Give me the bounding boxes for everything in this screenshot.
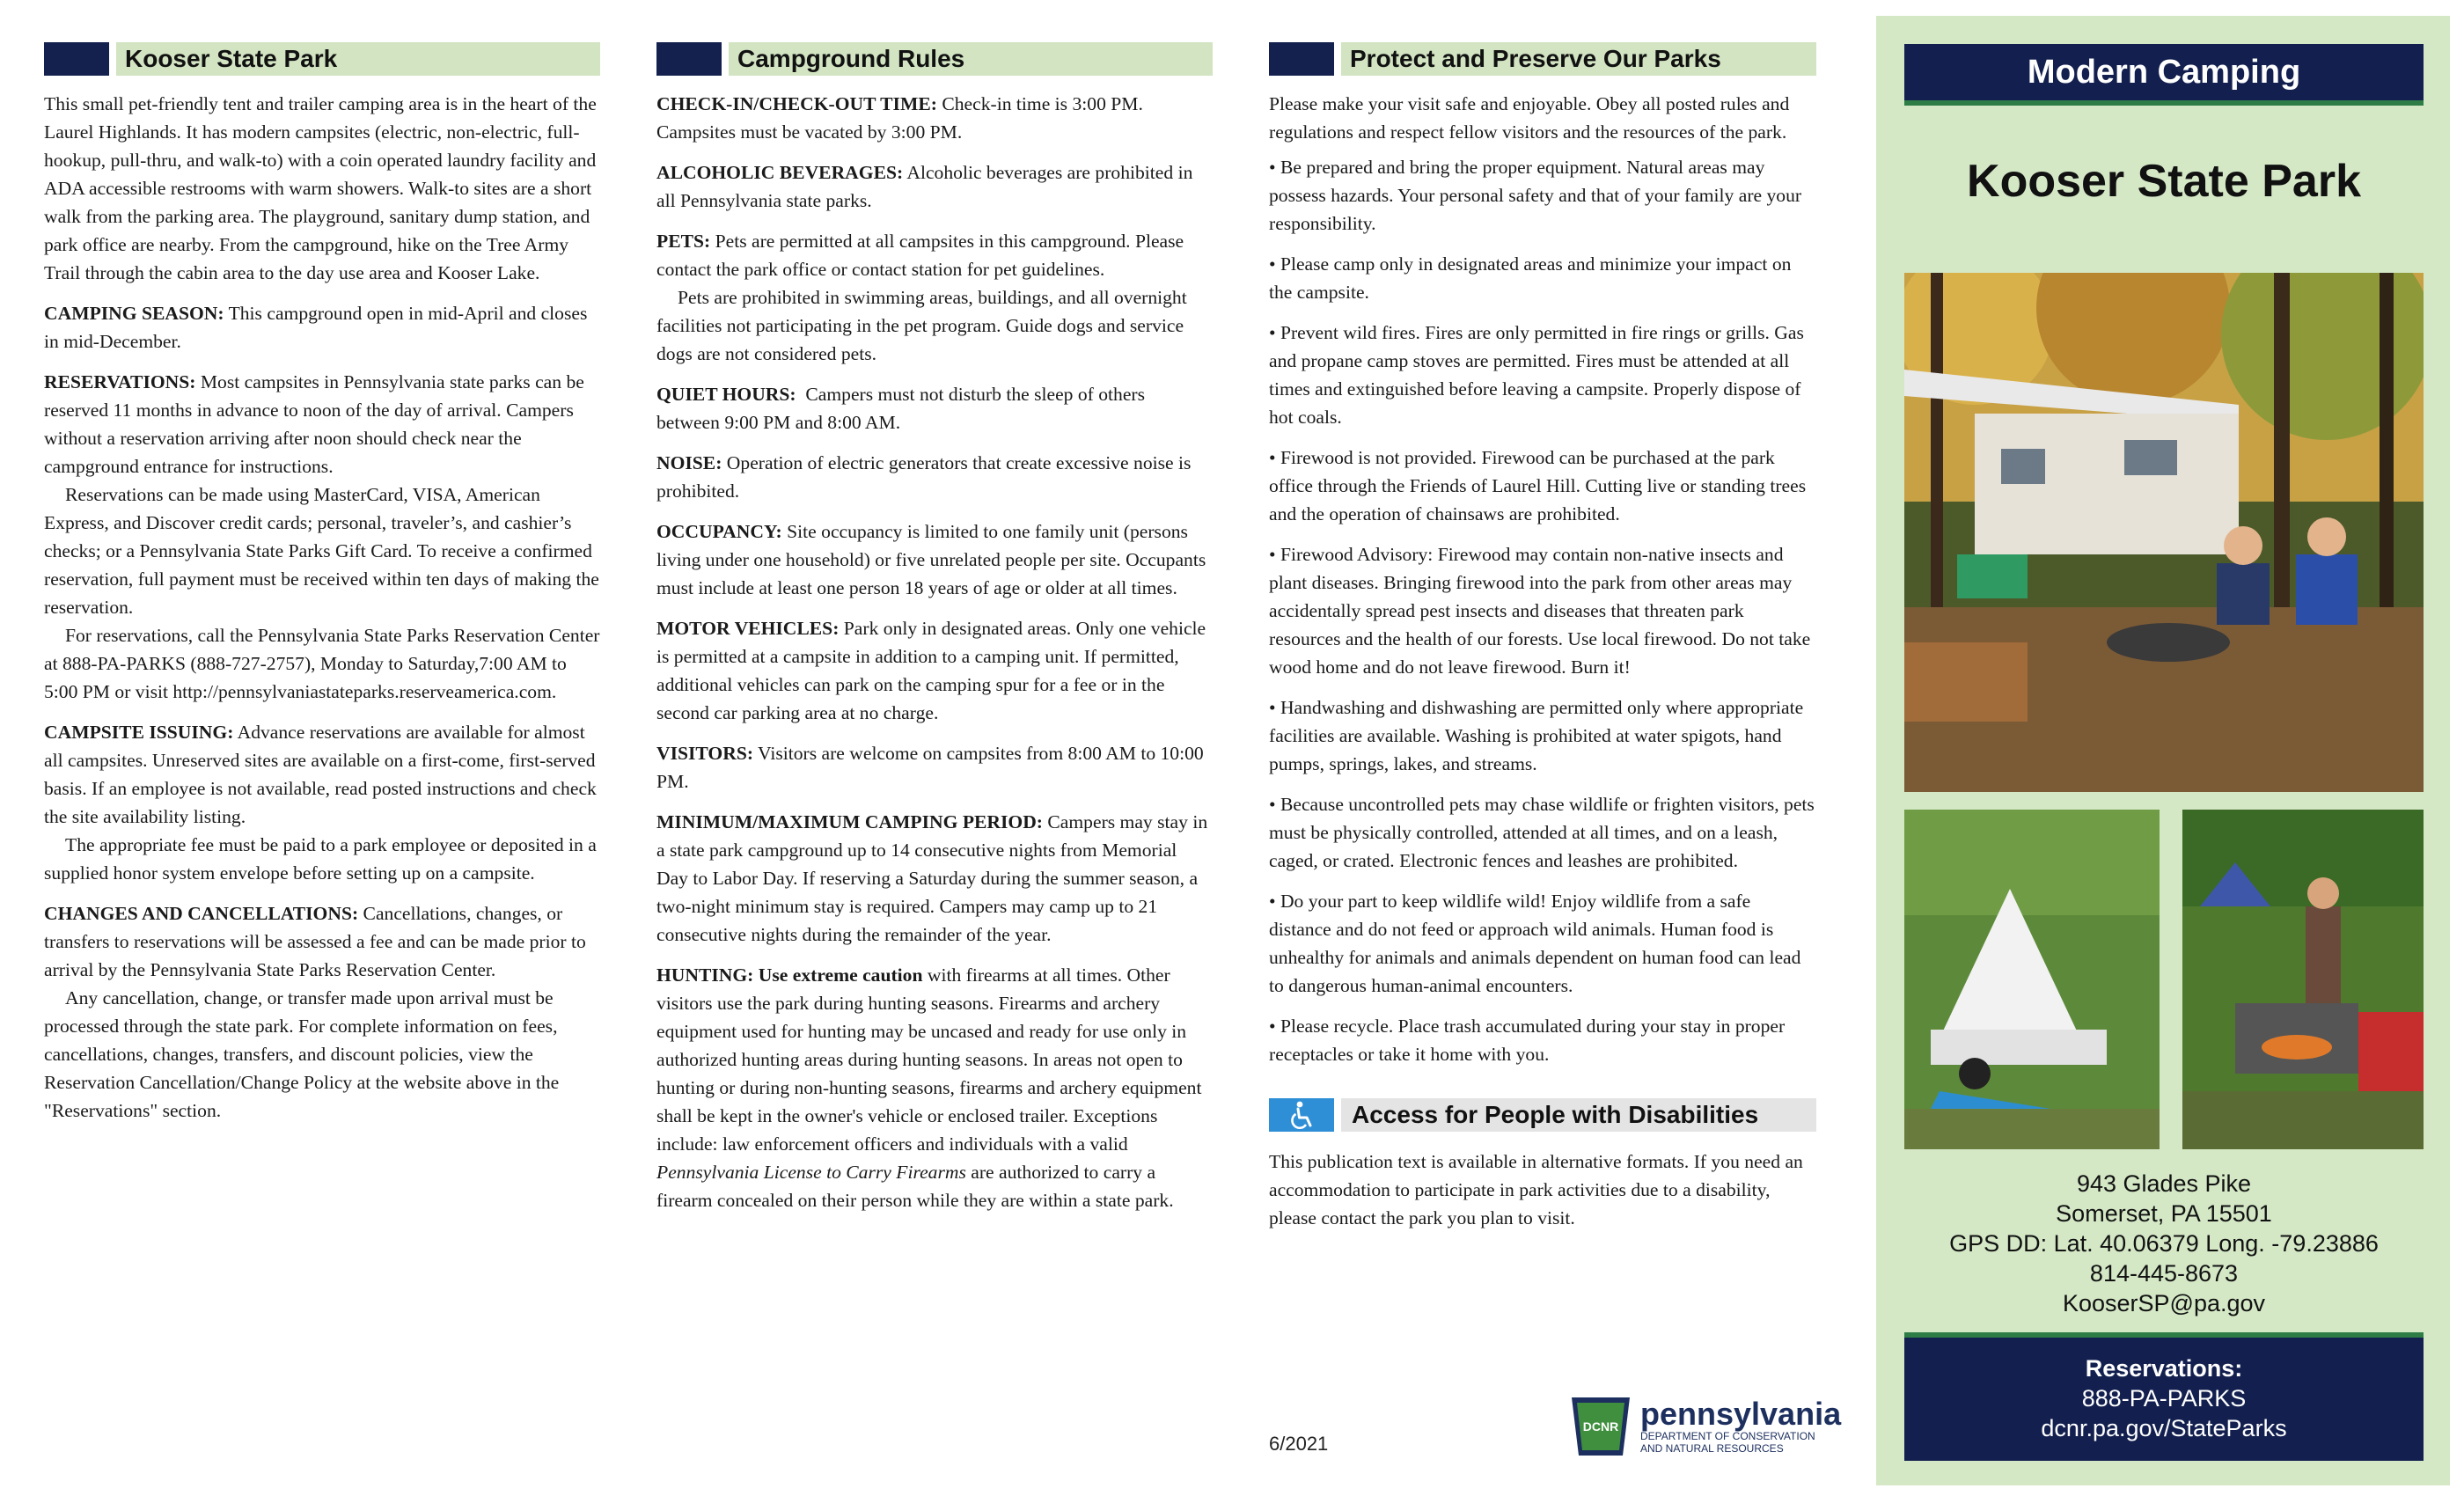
pets-paragraph: [656, 227, 1213, 283]
visitors-label: VISITORS:: [656, 743, 754, 764]
reservations-payment-paragraph: Reservations can be made using MasterCard, VISA, American Express, and Discover credit cards; personal, traveler’s, and cashier’s checks; or a Pennsylvania State Parks Gift Card. To receive a confirmed reservation, full payment must be received within ten days of making the reservation.: [44, 484, 599, 618]
wheelchair-icon: [1269, 1098, 1334, 1132]
publication-date: 6/2021: [1269, 1433, 1329, 1455]
changes-text: Cancellations, changes, or transfers to reservations will be assessed a fee and can be made prior to arrival by the Pennsylvania State Parks Reservation Center.: [44, 903, 586, 980]
protect-intro: Please make your visit safe and enjoyable. Obey all posted rules and regulations and respect fellow visitors and the resources of the park.: [1269, 93, 1790, 143]
intro-paragraph: This small pet-friendly tent and trailer camping area is in the heart of the Laurel Highlands. It has modern campsites (electric, non-electric, full-hookup, pull-thru, and walk-to) with a coin operated laundry facility and ADA accessible restrooms with warm showers. Walk-to sites are a short walk from the parking area. The playground, sanitary dump station, and park office are nearby. From the campground, hike on the Tree Army Trail through the cabin area to the day use area and Kooser Lake.: [44, 93, 597, 283]
section-header-access: [1269, 1098, 1816, 1132]
visitors-paragraph: [656, 739, 1213, 796]
bullet-item: • Please camp only in designated areas and minimize your impact on the campsite.: [1269, 253, 1792, 303]
section-title: Campground Rules: [737, 45, 965, 72]
city-line: Somerset, PA 15501: [2056, 1200, 2272, 1227]
motor-vehicles-paragraph: [656, 614, 1213, 727]
section-title: Kooser State Park: [125, 45, 338, 72]
logo-dept-line: AND NATURAL RESOURCES: [1640, 1442, 1784, 1455]
campsite-fee-paragraph: The appropriate fee must be paid to a park employee or deposited in a supplied honor system envelope before setting up on a campsite.: [44, 834, 597, 884]
bullet-item: • Be prepared and bring the proper equipment. Natural areas may possess hazards. Your personal safety and that of your family are your responsibility.: [1269, 157, 1802, 234]
cover-panel: [1876, 16, 2450, 1485]
camping-period-paragraph: [656, 808, 1213, 949]
reservations-paragraph: [44, 368, 600, 480]
modern-camping-banner: Modern Camping: [1904, 44, 2424, 106]
pets-text: Pets are permitted at all campsites in this campground. Please contact the park office or contact station for pet guidelines.: [656, 231, 1184, 280]
contact-info: [1904, 1169, 2424, 1318]
hunting-end-text: are authorized to carry a firearm concealed on their person while they are within a state park.: [656, 1162, 1174, 1211]
camping-period-label: MINIMUM/MAXIMUM CAMPING PERIOD:: [656, 811, 1043, 832]
access-paragraph: This publication text is available in alternative formats. If you need an accommodation to participate in park activities due to a disability, please contact the park you plan to visit.: [1269, 1151, 1803, 1228]
logo-dept-line: DEPARTMENT OF CONSERVATION: [1640, 1430, 1815, 1442]
bullet-item: • Please recycle. Place trash accumulated during your stay in proper receptacles or take it home with you.: [1269, 1016, 1786, 1065]
reservations-label: RESERVATIONS:: [44, 371, 196, 392]
noise-label: NOISE:: [656, 452, 722, 473]
bullet-item: • Prevent wild fires. Fires are only permitted in fire rings or grills. Gas and propane camp stoves are permitted. Fires must be attended at all times and extinguished before leaving a campsite. Properly dispose of hot coals.: [1269, 322, 1804, 428]
campsite-issuing-label: CAMPSITE ISSUING:: [44, 722, 234, 743]
checkin-label: CHECK-IN/CHECK-OUT TIME:: [656, 93, 937, 114]
alcohol-paragraph: [656, 158, 1213, 215]
alcohol-label: ALCOHOLIC BEVERAGES:: [656, 162, 904, 183]
bullet-item: • Handwashing and dishwashing are permitted only where appropriate facilities are available. Washing is prohibited at water spigots, hand pumps, springs, lakes, and streams.: [1269, 697, 1804, 774]
reservations-box: [1904, 1332, 2424, 1461]
pets-label: PETS:: [656, 231, 711, 252]
campsite-issuing-text: Advance reservations are available for almost all campsites. Unreserved sites are available on a first-come, first-served basis. If an employee is not available, read posted instructions and check the site availability listing.: [44, 722, 597, 827]
email-line: KooserSP@pa.gov: [2062, 1290, 2266, 1316]
section-header-protect: [1269, 42, 1816, 76]
occupancy-text: Site occupancy is limited to one family unit (persons living under one household) or five unrelated people per site. Occupants must include at least one person 18 years of age or older at all times.: [656, 521, 1206, 598]
bullet-item: • Firewood is not provided. Firewood can be purchased at the park office through the Friends of Laurel Hill. Cutting live or standing trees and the operation of chainsaws are prohibited.: [1269, 447, 1807, 524]
motor-vehicles-label: MOTOR VEHICLES:: [656, 618, 840, 639]
reservations-contact-paragraph: For reservations, call the Pennsylvania State Parks Reservation Center at 888-PA-PARKS (888-727-2757), Monday to Saturday,7:00 AM to 5:00 PM or visit http://pennsylvaniastateparks.reserveamerica.com.: [44, 625, 600, 702]
header-accent-block: [1269, 42, 1334, 76]
bullet-item: • Firewood Advisory: Firewood may contain non-native insects and plant diseases. Bringing firewood into the park from other areas may accidentally spread pest insects and diseases that threaten park resources and the health of our forests. Use local firewood. Do not take wood home and do not leave firewood. Burn it!: [1269, 544, 1811, 678]
hunting-license-text: Pennsylvania License to Carry Firearms: [656, 1162, 966, 1183]
bullet-item: • Do your part to keep wildlife wild! Enjoy wildlife from a safe distance and do not feed or approach wild animals. Human food is unhealthy for animals and animals dependent on human food can lead to dangerous human-animal encounters.: [1269, 891, 1801, 996]
reservations-url: dcnr.pa.gov/StateParks: [2041, 1415, 2287, 1441]
section-title: Access for People with Disabilities: [1352, 1101, 1759, 1128]
hunting-label: HUNTING: Use extreme caution: [656, 964, 923, 986]
quiet-hours-paragraph: [656, 380, 1213, 436]
changes-paragraph: [44, 899, 600, 984]
checkin-paragraph: [656, 90, 1213, 146]
section-header-rules: [656, 42, 1213, 76]
park-title: Kooser State Park: [1967, 156, 2361, 207]
column-kooser-state-park: [44, 42, 600, 1137]
reservations-text: Most campsites in Pennsylvania state parks can be reserved 11 months in advance to noon of the day of arrival. Campers without a reservation arriving after noon should check near the campground entrance for instructions.: [44, 371, 584, 477]
logo-mark-text: DCNR: [1582, 1419, 1619, 1434]
campfire-photo: [2182, 810, 2424, 1149]
camper-trailer-photo: [1904, 810, 2160, 1149]
logo-wordmark: pennsylvania: [1640, 1396, 1842, 1432]
pets-prohibited-paragraph: Pets are prohibited in swimming areas, buildings, and all overnight facilities not participating in the pet program. Guide dogs and service dogs are not considered pets.: [656, 287, 1187, 364]
keystone-logo-icon: [1570, 1394, 1632, 1459]
occupancy-label: OCCUPANCY:: [656, 521, 782, 542]
section-header-kooser: [44, 42, 600, 76]
alcohol-text: Alcoholic beverages are prohibited in all Pennsylvania state parks.: [656, 162, 1193, 211]
quiet-hours-label: QUIET HOURS:: [656, 384, 796, 405]
header-accent-block: [656, 42, 722, 76]
bullet-item: • Because uncontrolled pets may chase wildlife or frighten visitors, pets must be physically controlled, attended at all times, and on a leash, caged, or crated. Electronic fences and leashes are prohibited.: [1269, 794, 1815, 871]
motor-vehicles-text: Park only in designated areas. Only one vehicle is permitted at a campsite in addition to a camping unit. If permitted, additional vehicles can park on the camping spur for a fee or in the second car parking area at no charge.: [656, 618, 1206, 723]
occupancy-paragraph: [656, 517, 1213, 602]
campsite-issuing-paragraph: [44, 718, 600, 831]
noise-text: Operation of electric generators that create excessive noise is prohibited.: [656, 452, 1192, 502]
camping-period-text: Campers may stay in a state park campground up to 14 consecutive nights from Memorial Day to Labor Day. If reserving a Saturday during the summer season, a two-night minimum stay is required. Campers may camp up to 21 consecutive nights during the remainder of the year.: [656, 811, 1208, 945]
hunting-paragraph: [656, 961, 1213, 1214]
header-accent-block: [44, 42, 109, 76]
camping-season-text: This campground open in mid-April and closes in mid-December.: [44, 303, 588, 352]
campsite-photo: [1904, 273, 2424, 792]
phone-line: 814-445-8673: [2089, 1260, 2239, 1287]
noise-paragraph: [656, 449, 1213, 505]
quiet-hours-text: Campers must not disturb the sleep of others between 9:00 PM and 8:00 AM.: [656, 384, 1150, 433]
reservations-phone: 888-PA-PARKS: [2081, 1385, 2247, 1412]
reservations-box-label: Reservations:: [2085, 1355, 2243, 1382]
address-line: 943 Glades Pike: [2076, 1170, 2252, 1197]
changes-label: CHANGES AND CANCELLATIONS:: [44, 903, 359, 924]
column-campground-rules: [656, 42, 1213, 1227]
changes-policy-paragraph: Any cancellation, change, or transfer made upon arrival must be processed through the state park. For complete information on fees, cancellations, changes, transfers, and discount policies, view the Reservation Cancellation/Change Policy at the website above in the "Reservations" section.: [44, 987, 560, 1121]
hunting-text: with firearms at all times. Other visitors use the park during hunting seasons. Firearms and archery equipment used for hunting may be uncased and ready for use only in authorized hunting areas during hunting seasons. In areas not open to hunting or during non-hunting seasons, firearms and archery equipment shall be kept in the owner's vehicle or enclosed trailer. Exceptions include: law enforcement officers and individuals with a valid: [656, 964, 1202, 1155]
gps-line: GPS DD: Lat. 40.06379 Long. -79.23886: [1949, 1230, 2379, 1257]
column-protect-preserve: [1269, 42, 1816, 1244]
camping-season-label: CAMPING SEASON:: [44, 303, 224, 324]
checkin-text: Check-in time is 3:00 PM. Campsites must be vacated by 3:00 PM.: [656, 93, 1143, 143]
visitors-text: Visitors are welcome on campsites from 8:00 AM to 10:00 PM.: [656, 743, 1204, 792]
section-title: Protect and Preserve Our Parks: [1350, 45, 1721, 72]
camping-season-paragraph: [44, 299, 600, 356]
dcnr-logo: [1570, 1394, 1841, 1459]
